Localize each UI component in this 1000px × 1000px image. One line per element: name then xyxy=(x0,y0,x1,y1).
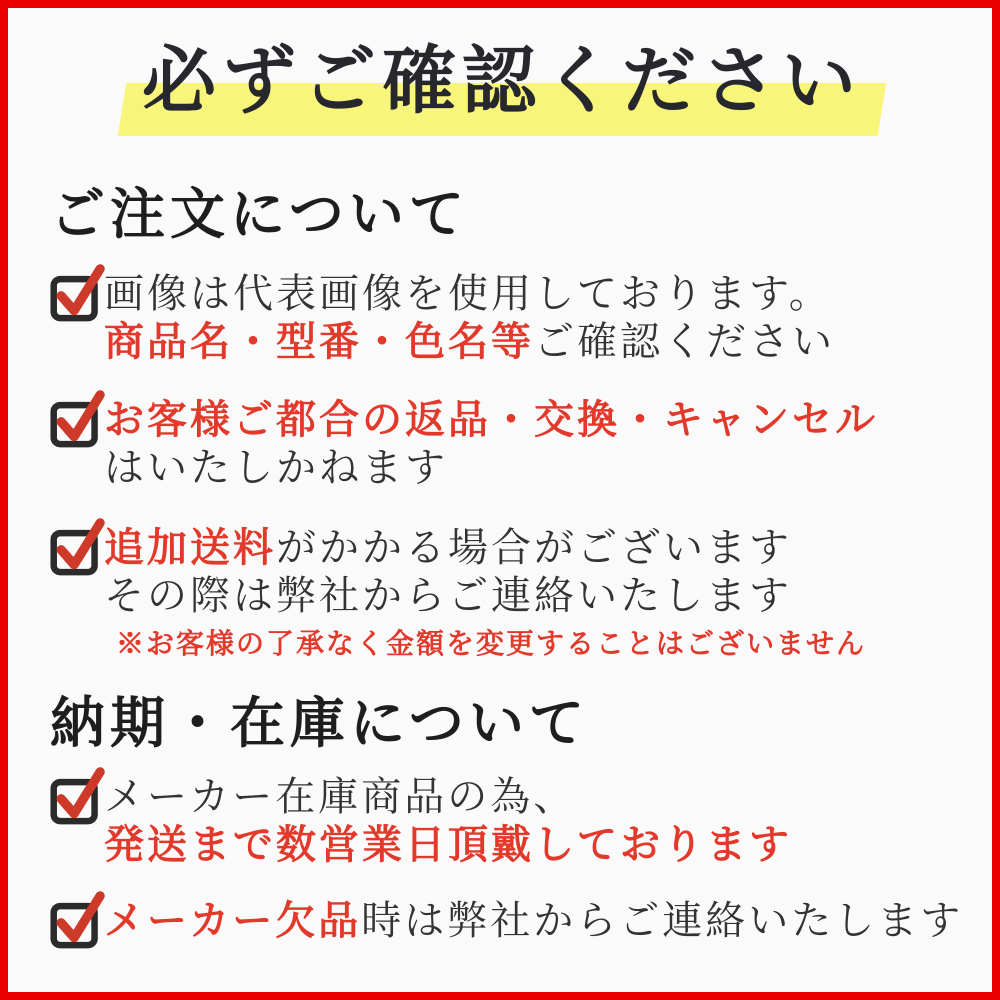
checklist-item-maker-stock xyxy=(50,773,954,869)
checkbox-icon xyxy=(50,518,102,576)
item-text-emphasis: 商品名・型番・色名等 xyxy=(104,319,534,365)
item-text: 画像は代表画像を使用しております。 xyxy=(104,271,832,317)
checkbox-icon xyxy=(50,891,102,949)
item-text: その際は弊社からご連絡いたします xyxy=(104,573,792,619)
item-text: がかかる場合がございます xyxy=(276,525,792,571)
item-line xyxy=(104,270,835,318)
item-text-block xyxy=(104,524,866,662)
checkbox-icon xyxy=(50,767,102,825)
item-line xyxy=(104,444,878,492)
item-line xyxy=(104,821,792,869)
checklist-item-extra-shipping xyxy=(50,524,954,662)
item-line xyxy=(104,773,792,821)
item-text-block xyxy=(104,270,835,366)
checklist-item-representative-image xyxy=(50,270,954,366)
item-line xyxy=(104,396,878,444)
item-footnote xyxy=(116,628,866,662)
item-text-emphasis: メーカー欠品 xyxy=(104,897,362,943)
item-text: 時は弊社からご連絡いたします xyxy=(361,897,964,943)
item-text-emphasis: お客様ご都合の返品・交換・キャンセル xyxy=(104,397,878,443)
item-line xyxy=(104,524,866,572)
checklist-item-returns xyxy=(50,396,954,492)
title-row xyxy=(50,36,954,129)
item-line xyxy=(104,318,835,366)
item-text-emphasis: 発送まで数営業日頂戴しております xyxy=(104,821,792,867)
section-heading-order: ご注文について xyxy=(50,184,469,246)
item-text-block xyxy=(104,897,963,945)
item-text: メーカー在庫商品の為、 xyxy=(104,773,577,819)
checkbox-icon xyxy=(50,390,102,448)
notice-title-text: 必ずご確認ください xyxy=(142,41,862,123)
item-text-block xyxy=(104,773,792,869)
checkbox-icon xyxy=(50,264,102,322)
item-line xyxy=(104,572,866,620)
checklist-item-maker-shortage xyxy=(50,897,964,949)
section-heading-delivery-stock: 納期・在庫について xyxy=(50,692,589,754)
footnote-text: ※お客様の了承なく金額を変更することはございません xyxy=(116,629,867,661)
item-text-emphasis: 追加送料 xyxy=(104,525,276,571)
item-text-block xyxy=(104,396,878,492)
item-text: はいたしかねます xyxy=(104,445,448,491)
notice-title xyxy=(130,36,874,129)
item-text: ご確認ください xyxy=(534,319,835,365)
item-line xyxy=(104,897,963,945)
